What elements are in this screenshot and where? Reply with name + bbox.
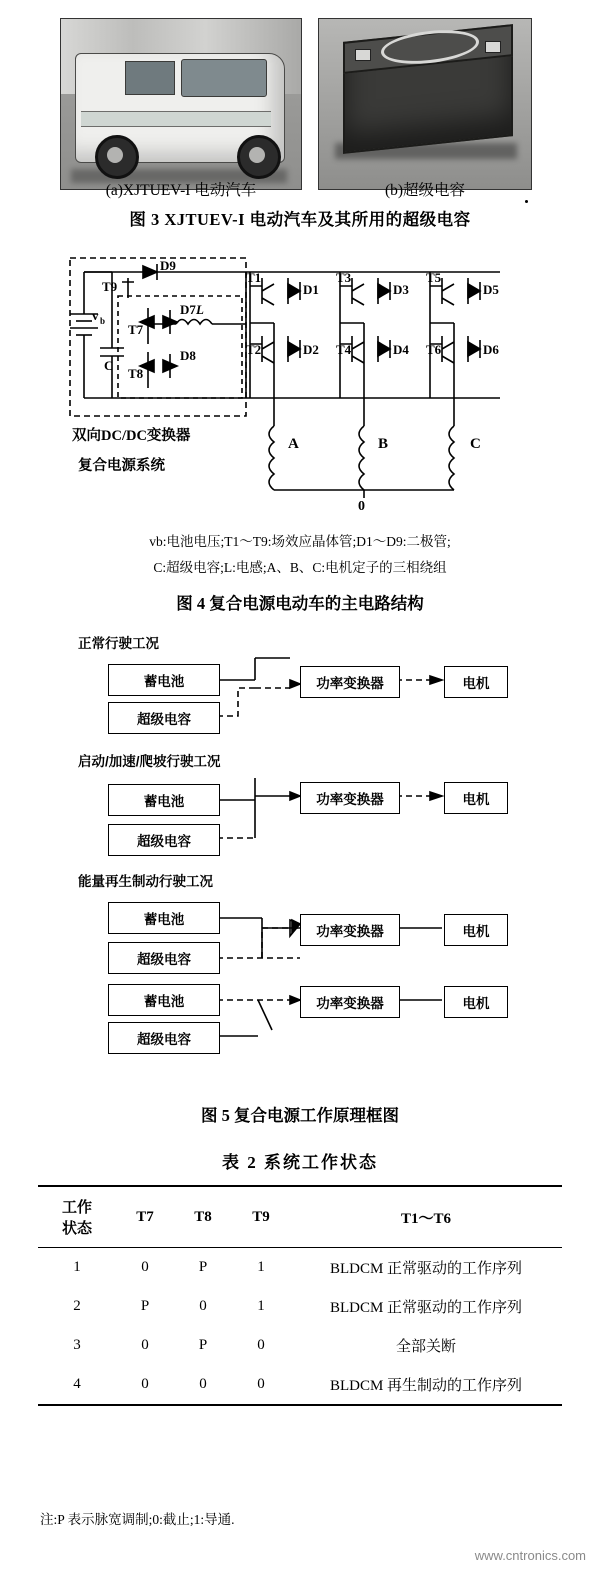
label-T4: T4 bbox=[336, 342, 352, 357]
car-wheel-front bbox=[95, 135, 139, 179]
table-header-state-line1: 工作 bbox=[61, 1200, 92, 1216]
label-vb: v bbox=[92, 308, 99, 323]
label-T7: T7 bbox=[128, 322, 144, 337]
block-supercap: 超级电容 bbox=[108, 824, 220, 856]
label-D4: D4 bbox=[393, 342, 409, 357]
circuit-svg bbox=[0, 248, 600, 548]
cell-t9: 1 bbox=[232, 1248, 290, 1288]
cell-t1t6: BLDCM 再生制动的工作序列 bbox=[290, 1365, 562, 1405]
cell-t8: P bbox=[198, 1337, 208, 1353]
condition-label-accel: 启动/加速/爬坡行驶工况 bbox=[78, 754, 221, 769]
label-phase-A: A bbox=[288, 436, 299, 452]
watermark: www.cntronics.com bbox=[474, 1548, 586, 1563]
block-converter: 功率变换器 bbox=[300, 666, 400, 698]
block-supercap: 超级电容 bbox=[108, 702, 220, 734]
car-window-front bbox=[125, 61, 175, 95]
block-motor: 电机 bbox=[444, 782, 508, 814]
cell-t1t6: BLDCM 正常驱动的工作序列 bbox=[290, 1248, 562, 1288]
label-C: C bbox=[104, 358, 114, 373]
capacitor-terminal-left bbox=[355, 49, 371, 61]
label-T9: T9 bbox=[102, 279, 118, 294]
label-source-system: 复合电源系统 bbox=[78, 458, 165, 474]
block-supercap: 超级电容 bbox=[108, 1022, 220, 1054]
block-battery: 蓄电池 bbox=[108, 984, 220, 1016]
figure-4-title: 图 4 复合电源电动车的主电路结构 bbox=[176, 594, 424, 613]
cell-state: 1 bbox=[38, 1248, 116, 1288]
block-motor: 电机 bbox=[444, 986, 508, 1018]
label-converter: 双向DC/DC变换器 bbox=[72, 428, 191, 444]
table-2 bbox=[38, 1185, 562, 1406]
block-converter: 功率变换器 bbox=[300, 782, 400, 814]
cell-t8: P bbox=[174, 1248, 232, 1288]
table-2-note: 注:P 表示脉宽调制;0:截止;1:导通. bbox=[40, 1512, 235, 1527]
label-D2: D2 bbox=[303, 342, 319, 357]
label-T5: T5 bbox=[426, 270, 442, 285]
cell-t1t6: 全部关断 bbox=[395, 1339, 456, 1355]
label-D6: D6 bbox=[483, 342, 499, 357]
block-converter: 功率变换器 bbox=[300, 986, 400, 1018]
cell-t1t6: BLDCM 正常驱动的工作序列 bbox=[329, 1300, 523, 1316]
figure-3-caption-b: (b)超级电容 bbox=[384, 182, 466, 199]
block-battery: 蓄电池 bbox=[108, 664, 220, 696]
block-battery: 蓄电池 bbox=[108, 784, 220, 816]
figure-5-title: 图 5 复合电源工作原理框图 bbox=[201, 1106, 399, 1125]
label-T1: T1 bbox=[246, 270, 262, 285]
table-row bbox=[38, 1287, 562, 1326]
figure-4-legend-line2: C:超级电容;L:电感;A、B、C:电机定子的三相绕组 bbox=[153, 560, 447, 575]
label-T3: T3 bbox=[336, 270, 352, 285]
table-header-t7: T7 bbox=[116, 1186, 174, 1248]
table-2-title: 表 2 系统工作状态 bbox=[222, 1153, 378, 1172]
label-T8: T8 bbox=[128, 366, 144, 381]
photo-supercapacitor bbox=[318, 18, 532, 190]
label-D1: D1 bbox=[303, 282, 319, 297]
car-wheel-rear bbox=[237, 135, 281, 179]
block-motor: 电机 bbox=[444, 666, 508, 698]
condition-label-regen: 能量再生制动行驶工况 bbox=[78, 874, 213, 889]
cell-t9: 0 bbox=[257, 1337, 265, 1353]
capacitor-terminal-right bbox=[485, 41, 501, 53]
block-converter: 功率变换器 bbox=[300, 914, 400, 946]
label-phase-B: B bbox=[378, 436, 389, 452]
svg-text:b: b bbox=[100, 316, 106, 326]
table-header-t9: T9 bbox=[232, 1186, 290, 1248]
cell-t9: 0 bbox=[232, 1365, 290, 1405]
stray-dot bbox=[525, 200, 528, 203]
label-L: L bbox=[196, 302, 204, 317]
cell-t8: 0 bbox=[199, 1298, 207, 1314]
cell-t7: 0 bbox=[116, 1248, 174, 1288]
figure-4-legend-line1: vb:电池电压;T1～T9:场效应晶体管;D1～D9:二极管; bbox=[149, 534, 451, 549]
cell-state: 2 bbox=[73, 1298, 81, 1314]
cell-state: 3 bbox=[73, 1337, 81, 1353]
label-D3: D3 bbox=[393, 282, 409, 297]
table-header-state bbox=[38, 1186, 116, 1248]
table-header-t8: T8 bbox=[174, 1186, 232, 1248]
photo-electric-vehicle bbox=[60, 18, 302, 190]
figure-3-caption-a: (a)XJTUEV-I 电动汽车 bbox=[105, 182, 257, 199]
table-row bbox=[38, 1365, 562, 1405]
cell-t7: 0 bbox=[116, 1365, 174, 1405]
label-D5: D5 bbox=[483, 282, 499, 297]
label-D8: D8 bbox=[180, 348, 196, 363]
label-D7: D7 bbox=[180, 302, 196, 317]
cell-state: 4 bbox=[38, 1365, 116, 1405]
figure-5-block-diagram bbox=[0, 628, 600, 1088]
label-T6: T6 bbox=[426, 342, 442, 357]
figure-4-circuit bbox=[0, 248, 600, 548]
condition-label-normal: 正常行驶工况 bbox=[78, 636, 159, 651]
cell-t8: 0 bbox=[174, 1365, 232, 1405]
label-phase-C: C bbox=[470, 436, 481, 452]
cell-t7: P bbox=[140, 1298, 150, 1314]
table-header-t1t6: T1～T6 bbox=[290, 1186, 562, 1248]
figure-3-title: 图 3 XJTUEV-I 电动汽车及其所用的超级电容 bbox=[129, 210, 471, 229]
car-window-rear bbox=[181, 59, 267, 97]
block-supercap: 超级电容 bbox=[108, 942, 220, 974]
block-motor: 电机 bbox=[444, 914, 508, 946]
table-row bbox=[38, 1326, 562, 1365]
label-D9: D9 bbox=[160, 258, 176, 273]
cell-t9: 1 bbox=[257, 1298, 265, 1314]
label-neutral: 0 bbox=[358, 499, 365, 514]
car-side-band bbox=[81, 111, 271, 127]
table-header-state-line2: 状态 bbox=[61, 1221, 92, 1237]
block-battery: 蓄电池 bbox=[108, 902, 220, 934]
label-T2: T2 bbox=[246, 342, 262, 357]
table-row bbox=[38, 1248, 562, 1288]
cell-t7: 0 bbox=[141, 1337, 149, 1353]
